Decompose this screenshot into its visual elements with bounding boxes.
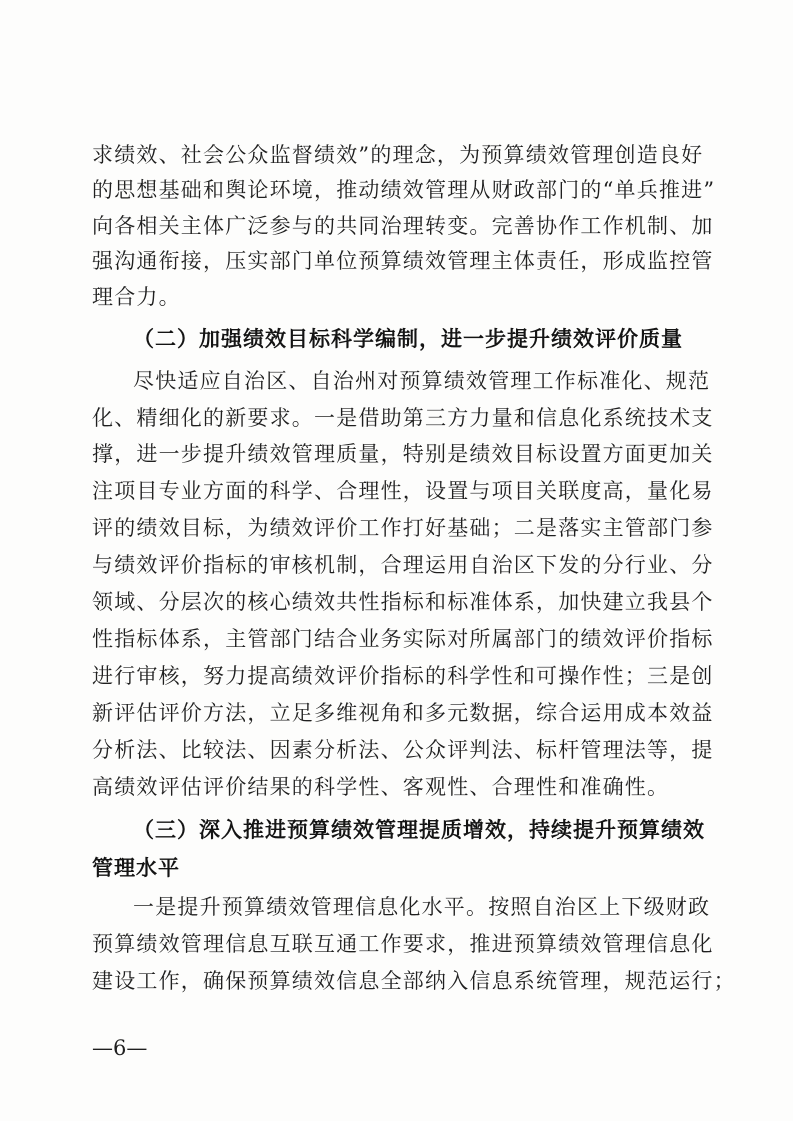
body-text-line: 新评估评价方法，立足多维视角和多元数据，综合运用成本效益 bbox=[92, 701, 714, 725]
body-text-line: 理合力。 bbox=[92, 285, 181, 309]
body-text-line: 向各相关主体广泛参与的共同治理转变。完善协作工作机制、加 bbox=[92, 214, 714, 238]
body-text-line: 尽快适应自治区、自治州对预算绩效管理工作标准化、规范 bbox=[133, 369, 711, 393]
body-text-line: 领域、分层次的核心绩效共性指标和标准体系，加快建立我县个 bbox=[92, 590, 714, 614]
body-text-line: 与绩效评价指标的审核机制，合理运用自治区下发的分行业、分 bbox=[92, 553, 714, 577]
body-text-line: 进行审核，努力提高绩效评价指标的科学性和可操作性；三是创 bbox=[92, 664, 714, 688]
section-heading-3-continued: 管理水平 bbox=[92, 856, 180, 880]
page-number: —6— bbox=[92, 1036, 148, 1060]
section-heading-2: （二）加强绩效目标科学编制，进一步提升绩效评价质量 bbox=[133, 327, 683, 351]
body-text-line: 强沟通衔接，压实部门单位预算绩效管理主体责任，形成监控管 bbox=[92, 249, 714, 273]
body-text-line: 撑，进一步提升绩效管理质量，特别是绩效目标设置方面更加关 bbox=[92, 442, 714, 466]
section-heading-3: （三）深入推进预算绩效管理提质增效，持续提升预算绩效 bbox=[133, 818, 705, 842]
body-text-line: 预算绩效管理信息互联互通工作要求，推进预算绩效管理信息化 bbox=[92, 932, 714, 956]
body-text-line: 化、精细化的新要求。一是借助第三方力量和信息化系统技术支 bbox=[92, 406, 714, 430]
body-text-line: 分析法、比较法、因素分析法、公众评判法、标杆管理法等，提 bbox=[92, 738, 714, 762]
body-text-line: 求绩效、社会公众监督绩效”的理念，为预算绩效管理创造良好 bbox=[92, 143, 704, 167]
body-text-line: 一是提升预算绩效管理信息化水平。按照自治区上下级财政 bbox=[133, 895, 711, 919]
body-text-line: 建设工作，确保预算绩效信息全部纳入信息系统管理，规范运行； bbox=[92, 969, 736, 993]
body-text-line: 高绩效评估评价结果的科学性、客观性、合理性和准确性。 bbox=[92, 775, 670, 799]
body-text-line: 性指标体系，主管部门结合业务实际对所属部门的绩效评价指标 bbox=[92, 627, 714, 651]
body-text-line: 注项目专业方面的科学、合理性，设置与项目关联度高，量化易 bbox=[92, 479, 714, 503]
body-text-line: 评的绩效目标，为绩效评价工作打好基础；二是落实主管部门参 bbox=[92, 516, 714, 540]
body-text-line: 的思想基础和舆论环境，推动绩效管理从财政部门的“单兵推进” bbox=[92, 178, 716, 202]
